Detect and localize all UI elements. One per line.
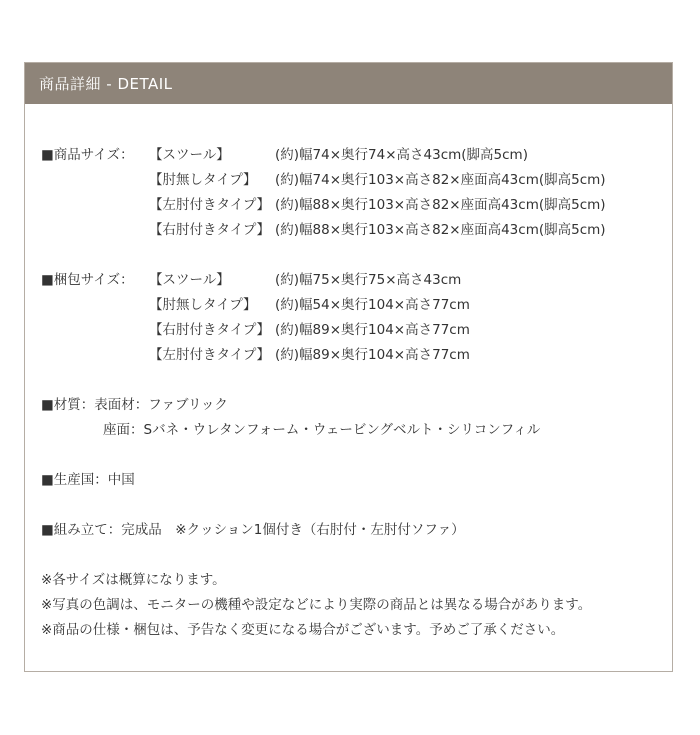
package-size-type: 【左肘付きタイプ】 xyxy=(149,347,270,363)
detail-header xyxy=(25,63,672,104)
assembly-text: ■組み立て：完成品 ※クッション1個付き（右肘付・左肘付ソファ） xyxy=(41,522,465,538)
package-size-dims: (約)幅89×奥行104×高さ77cm xyxy=(275,347,470,363)
package-size-dims: (約)幅75×奥行75×高さ43cm xyxy=(275,272,462,288)
package-size-label: ■梱包サイズ： xyxy=(41,272,134,288)
material-section xyxy=(41,393,672,443)
product-size-row xyxy=(41,168,672,193)
note-text: ※写真の色調は、モニターの機種や設定などにより実際の商品とは異なる場合があります。 xyxy=(41,597,592,613)
product-size-type: 【右肘付きタイプ】 xyxy=(149,222,270,238)
package-size-row xyxy=(41,343,672,368)
detail-content xyxy=(41,104,672,643)
product-size-row xyxy=(41,143,672,168)
product-size-type: 【左肘付きタイプ】 xyxy=(149,197,270,213)
product-size-dims: (約)幅74×奥行74×高さ43cm(脚高5cm) xyxy=(275,147,528,163)
package-size-type: 【右肘付きタイプ】 xyxy=(149,322,270,338)
product-size-row xyxy=(41,193,672,218)
product-size-dims: (約)幅74×奥行103×高さ82×座面高43cm(脚高5cm) xyxy=(275,172,606,188)
origin-text: ■生産国：中国 xyxy=(41,472,135,488)
package-size-row xyxy=(41,268,672,293)
package-size-row xyxy=(41,293,672,318)
package-size-section xyxy=(41,268,672,368)
package-size-row xyxy=(41,318,672,343)
product-size-type: 【肘無しタイプ】 xyxy=(149,172,257,188)
note-text: ※商品の仕様・梱包は、予告なく変更になる場合がございます。予めご了承ください。 xyxy=(41,622,565,638)
material-surface-text: ■材質：表面材：ファブリック xyxy=(41,397,228,413)
note-text: ※各サイズは概算になります。 xyxy=(41,572,226,588)
product-size-type: 【スツール】 xyxy=(149,147,230,163)
notes-section xyxy=(41,568,672,643)
package-size-type: 【肘無しタイプ】 xyxy=(149,297,257,313)
product-size-section xyxy=(41,143,672,243)
product-size-dims: (約)幅88×奥行103×高さ82×座面高43cm(脚高5cm) xyxy=(275,197,606,213)
material-seat-text: 座面：Sバネ・ウレタンフォーム・ウェービングベルト・シリコンフィル xyxy=(103,422,541,438)
origin-section xyxy=(41,468,672,493)
product-size-label: ■商品サイズ： xyxy=(41,147,134,163)
product-size-dims: (約)幅88×奥行103×高さ82×座面高43cm(脚高5cm) xyxy=(275,222,606,238)
package-size-dims: (約)幅89×奥行104×高さ77cm xyxy=(275,322,470,338)
assembly-section xyxy=(41,518,672,543)
package-size-dims: (約)幅54×奥行104×高さ77cm xyxy=(275,297,470,313)
package-size-type: 【スツール】 xyxy=(149,272,230,288)
product-size-row xyxy=(41,218,672,243)
detail-header-title: 商品詳細 - DETAIL xyxy=(39,75,173,93)
detail-card xyxy=(24,62,673,672)
